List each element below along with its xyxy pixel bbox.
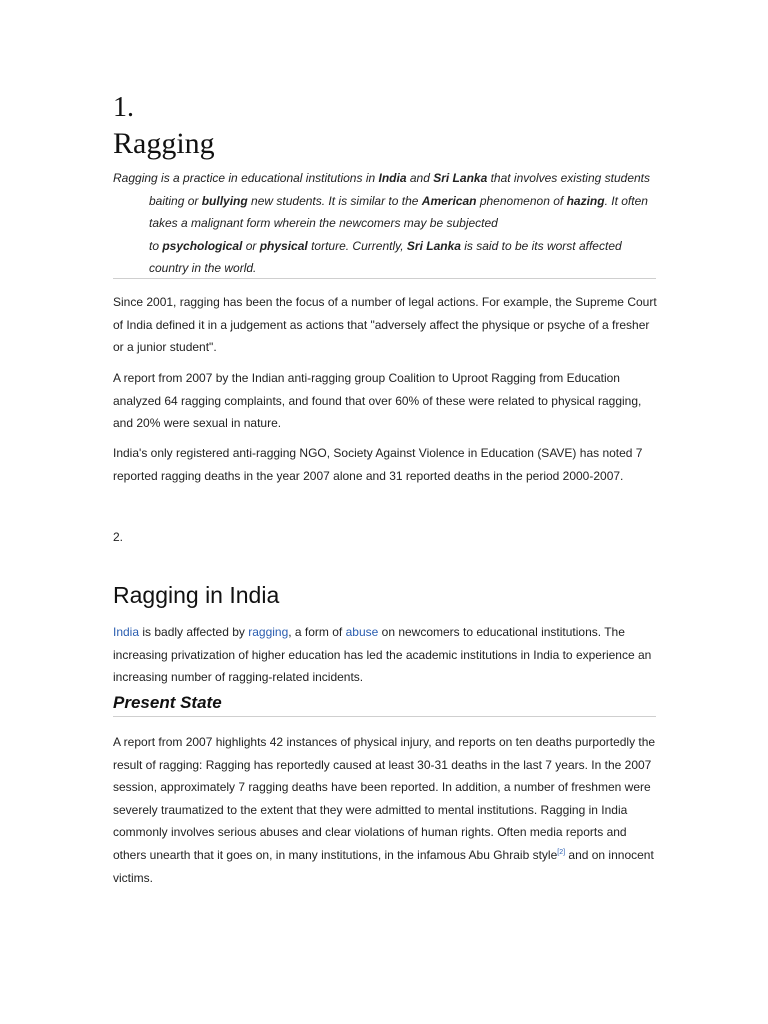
paragraph-line: India is badly affected by ragging, a form of abuse on newcomers to educational institutions. The — [113, 625, 625, 639]
save-ngo-paragraph — [113, 442, 656, 487]
paragraph-line: India's only registered anti-ragging NGO, Society Against Violence in Education (SAVE) has noted 7 — [113, 446, 643, 460]
intro-line: to psychological or physical torture. Currently, Sri Lanka is said to be its worst affected — [149, 238, 622, 253]
abuse-link[interactable]: abuse — [345, 625, 379, 639]
paragraph-line: analyzed 64 ragging complaints, and found that over 60% of these were related to physical ragging, — [113, 393, 642, 408]
paragraph-line: and 20% were sexual in nature. — [113, 416, 282, 431]
paragraph-line: severely traumatized to the extent that they were admitted to mental institutions. Ragging in India — [113, 802, 628, 817]
paragraph-line: commonly involves serious abuses and clear violations of human rights. Often media reports and — [113, 825, 627, 840]
paragraph-line: victims. — [113, 870, 153, 885]
report-2007-paragraph — [113, 367, 656, 435]
paragraph-line: others unearth that it goes on, in many institutions, in the infamous Abu Ghraib style[2] and on innocent — [113, 847, 654, 862]
ragging-in-india-intro — [113, 621, 656, 689]
paragraph-line: increasing number of ragging-related incidents. — [113, 670, 364, 685]
paragraph-line: reported ragging deaths in the year 2007 alone and 31 reported deaths in the period 2000-2007. — [113, 468, 624, 483]
subheading-divider — [113, 716, 656, 717]
present-state-heading: Present State — [113, 693, 222, 712]
section-number-1: 1. — [113, 92, 134, 123]
citation-reference-link[interactable]: [2] — [557, 848, 566, 856]
present-state-paragraph — [113, 731, 656, 889]
intro-line: takes a malignant form wherein the newcomers may be subjected — [149, 216, 498, 231]
intro-line: baiting or bullying new students. It is similar to the American phenomenon of hazing. It often — [149, 193, 648, 208]
intro-line: Ragging is a practice in educational institutions in India and Sri Lanka that involves existing students — [113, 171, 651, 185]
legal-actions-paragraph — [113, 291, 656, 359]
paragraph-line: increasing privatization of higher education has led the academic institutions in India to experience an — [113, 647, 652, 662]
section-number-2: 2. — [113, 530, 124, 544]
ragging-intro-paragraph — [113, 167, 656, 280]
paragraph-line: result of ragging: Ragging has reportedly caused at least 30-31 deaths in the last 7 years. In the 2007 — [113, 757, 652, 772]
paragraph-line: session, approximately 7 ragging deaths have been reported. In addition, a number of freshmen were — [113, 780, 651, 795]
paragraph-line: A report from 2007 by the Indian anti-ragging group Coalition to Uproot Ragging from Education — [113, 371, 620, 385]
section-divider — [113, 278, 656, 279]
paragraph-line: Since 2001, ragging has been the focus of a number of legal actions. For example, the Supreme Court — [113, 295, 657, 309]
paragraph-line: or a junior student". — [113, 340, 217, 355]
intro-line: country in the world. — [149, 261, 257, 276]
india-link[interactable]: India — [113, 625, 140, 639]
paragraph-line: of India defined it in a judgement as actions that "adversely affect the physique or psyche of a fresher — [113, 317, 650, 332]
section-title-ragging-in-india: Ragging in India — [113, 582, 280, 608]
section-title-ragging: Ragging — [113, 127, 215, 160]
ragging-link[interactable]: ragging — [248, 625, 289, 639]
paragraph-line: A report from 2007 highlights 42 instances of physical injury, and reports on ten deaths purportedly the — [113, 735, 656, 749]
